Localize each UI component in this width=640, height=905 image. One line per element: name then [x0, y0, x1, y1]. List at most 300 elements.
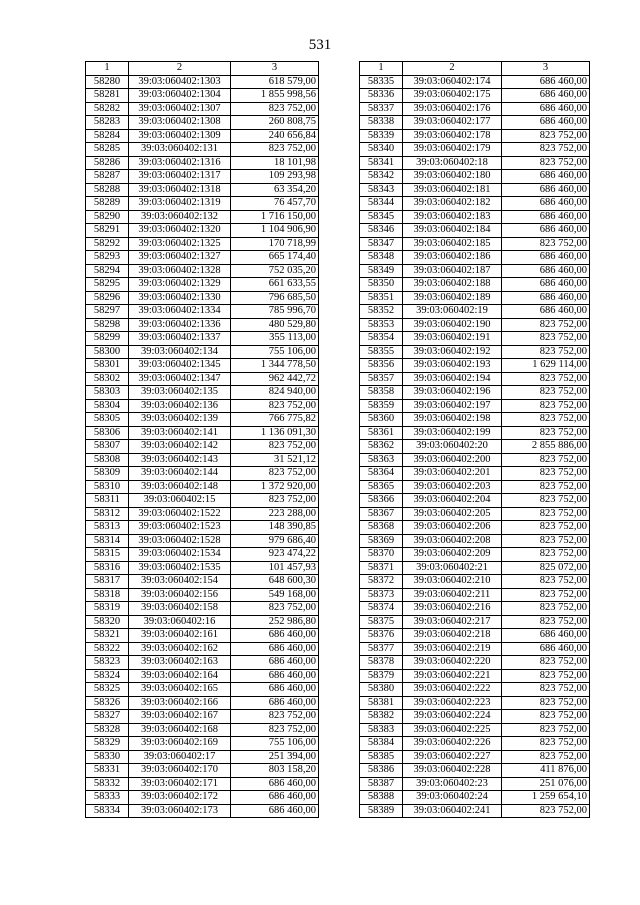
row-number: 58316 — [86, 561, 129, 575]
table-row — [360, 534, 590, 548]
row-number: 58290 — [86, 210, 129, 224]
row-number: 58294 — [86, 264, 129, 278]
table-row — [360, 237, 590, 251]
cadastral-value: 785 996,70 — [231, 305, 319, 319]
cadastral-number: 39:03:060402:227 — [403, 750, 502, 764]
cadastral-value: 686 460,00 — [502, 170, 590, 184]
table-row — [86, 602, 319, 616]
cadastral-value: 686 460,00 — [502, 251, 590, 265]
table-row — [360, 737, 590, 751]
table-row — [86, 764, 319, 778]
table-row — [360, 264, 590, 278]
header-col-3: 3 — [502, 62, 590, 76]
row-number: 58307 — [86, 440, 129, 454]
row-number: 58356 — [360, 359, 403, 373]
cadastral-number: 39:03:060402:141 — [129, 426, 231, 440]
cadastral-value: 148 390,85 — [231, 521, 319, 535]
row-number: 58327 — [86, 710, 129, 724]
table-row — [360, 507, 590, 521]
cadastral-value: 686 460,00 — [502, 89, 590, 103]
left-table-body — [86, 75, 319, 818]
cadastral-value: 1 344 778,50 — [231, 359, 319, 373]
table-row — [360, 251, 590, 265]
table-row — [360, 197, 590, 211]
row-number: 58366 — [360, 494, 403, 508]
row-number: 58353 — [360, 318, 403, 332]
row-number: 58315 — [86, 548, 129, 562]
row-number: 58292 — [86, 237, 129, 251]
cadastral-value: 823 752,00 — [502, 750, 590, 764]
row-number: 58310 — [86, 480, 129, 494]
table-row — [86, 561, 319, 575]
cadastral-number: 39:03:060402:1347 — [129, 372, 231, 386]
cadastral-value: 803 158,20 — [231, 764, 319, 778]
cadastral-number: 39:03:060402:1308 — [129, 116, 231, 130]
cadastral-value: 686 460,00 — [502, 278, 590, 292]
cadastral-value: 1 372 920,00 — [231, 480, 319, 494]
right-table-body — [360, 75, 590, 818]
table-row — [360, 345, 590, 359]
table-row — [86, 737, 319, 751]
cadastral-value: 823 752,00 — [502, 480, 590, 494]
table-row — [86, 278, 319, 292]
row-number: 58314 — [86, 534, 129, 548]
row-number: 58350 — [360, 278, 403, 292]
row-number: 58289 — [86, 197, 129, 211]
row-number: 58380 — [360, 683, 403, 697]
cadastral-number: 39:03:060402:1317 — [129, 170, 231, 184]
cadastral-number: 39:03:060402:1319 — [129, 197, 231, 211]
cadastral-value: 823 752,00 — [231, 399, 319, 413]
table-row — [360, 440, 590, 454]
table-row — [86, 534, 319, 548]
row-number: 58312 — [86, 507, 129, 521]
cadastral-number: 39:03:060402:187 — [403, 264, 502, 278]
cadastral-value: 823 752,00 — [502, 656, 590, 670]
cadastral-number: 39:03:060402:1528 — [129, 534, 231, 548]
row-number: 58345 — [360, 210, 403, 224]
row-number: 58286 — [86, 156, 129, 170]
cadastral-number: 39:03:060402:225 — [403, 723, 502, 737]
row-number: 58287 — [86, 170, 129, 184]
row-number: 58303 — [86, 386, 129, 400]
cadastral-value: 252 986,80 — [231, 615, 319, 629]
cadastral-value: 823 752,00 — [231, 602, 319, 616]
cadastral-number: 39:03:060402:173 — [129, 804, 231, 818]
cadastral-number: 39:03:060402:200 — [403, 453, 502, 467]
table-row — [360, 615, 590, 629]
cadastral-number: 39:03:060402:174 — [403, 75, 502, 89]
row-number: 58368 — [360, 521, 403, 535]
cadastral-value: 661 633,55 — [231, 278, 319, 292]
table-row — [360, 332, 590, 346]
table-row — [86, 575, 319, 589]
cadastral-number: 39:03:060402:143 — [129, 453, 231, 467]
cadastral-value: 823 752,00 — [502, 575, 590, 589]
cadastral-value: 686 460,00 — [502, 642, 590, 656]
row-number: 58376 — [360, 629, 403, 643]
cadastral-number: 39:03:060402:181 — [403, 183, 502, 197]
cadastral-number: 39:03:060402:158 — [129, 602, 231, 616]
cadastral-number: 39:03:060402:183 — [403, 210, 502, 224]
cadastral-number: 39:03:060402:221 — [403, 669, 502, 683]
table-row — [360, 723, 590, 737]
table-row — [86, 426, 319, 440]
row-number: 58359 — [360, 399, 403, 413]
row-number: 58375 — [360, 615, 403, 629]
table-row — [360, 521, 590, 535]
table-row — [86, 291, 319, 305]
cadastral-number: 39:03:060402:167 — [129, 710, 231, 724]
cadastral-value: 686 460,00 — [502, 305, 590, 319]
row-number: 58297 — [86, 305, 129, 319]
cadastral-number: 39:03:060402:178 — [403, 129, 502, 143]
cadastral-number: 39:03:060402:134 — [129, 345, 231, 359]
table-row — [360, 588, 590, 602]
cadastral-number: 39:03:060402:161 — [129, 629, 231, 643]
cadastral-number: 39:03:060402:1345 — [129, 359, 231, 373]
cadastral-number: 39:03:060402:1328 — [129, 264, 231, 278]
cadastral-value: 823 752,00 — [502, 467, 590, 481]
cadastral-value: 686 460,00 — [502, 264, 590, 278]
cadastral-value: 1 855 998,56 — [231, 89, 319, 103]
cadastral-number: 39:03:060402:172 — [129, 791, 231, 805]
cadastral-number: 39:03:060402:169 — [129, 737, 231, 751]
table-row — [86, 399, 319, 413]
cadastral-number: 39:03:060402:1337 — [129, 332, 231, 346]
cadastral-number: 39:03:060402:163 — [129, 656, 231, 670]
row-number: 58319 — [86, 602, 129, 616]
cadastral-number: 39:03:060402:1327 — [129, 251, 231, 265]
cadastral-value: 823 752,00 — [502, 602, 590, 616]
cadastral-number: 39:03:060402:226 — [403, 737, 502, 751]
cadastral-number: 39:03:060402:139 — [129, 413, 231, 427]
cadastral-value: 823 752,00 — [502, 345, 590, 359]
cadastral-value: 823 752,00 — [502, 696, 590, 710]
table-row — [86, 467, 319, 481]
cadastral-number: 39:03:060402:17 — [129, 750, 231, 764]
cadastral-number: 39:03:060402:171 — [129, 777, 231, 791]
table-row — [86, 372, 319, 386]
row-number: 58331 — [86, 764, 129, 778]
table-row — [86, 75, 319, 89]
table-row — [86, 588, 319, 602]
table-row — [360, 143, 590, 157]
cadastral-value: 824 940,00 — [231, 386, 319, 400]
table-row — [86, 413, 319, 427]
row-number: 58288 — [86, 183, 129, 197]
table-row — [360, 480, 590, 494]
cadastral-value: 1 716 150,00 — [231, 210, 319, 224]
cadastral-number: 39:03:060402:1330 — [129, 291, 231, 305]
row-number: 58332 — [86, 777, 129, 791]
table-row — [360, 291, 590, 305]
row-number: 58386 — [360, 764, 403, 778]
cadastral-value: 686 460,00 — [502, 75, 590, 89]
table-row — [86, 696, 319, 710]
cadastral-value: 686 460,00 — [502, 210, 590, 224]
cadastral-number: 39:03:060402:1336 — [129, 318, 231, 332]
cadastral-number: 39:03:060402:135 — [129, 386, 231, 400]
row-number: 58293 — [86, 251, 129, 265]
table-row — [360, 386, 590, 400]
cadastral-number: 39:03:060402:1523 — [129, 521, 231, 535]
table-row — [360, 777, 590, 791]
cadastral-number: 39:03:060402:23 — [403, 777, 502, 791]
table-row — [360, 224, 590, 238]
cadastral-number: 39:03:060402:1329 — [129, 278, 231, 292]
row-number: 58346 — [360, 224, 403, 238]
row-number: 58281 — [86, 89, 129, 103]
cadastral-value: 1 136 091,30 — [231, 426, 319, 440]
row-number: 58385 — [360, 750, 403, 764]
table-row — [86, 723, 319, 737]
cadastral-value: 823 752,00 — [502, 413, 590, 427]
table-row — [86, 224, 319, 238]
header-col-1: 1 — [86, 62, 129, 76]
table-row — [86, 669, 319, 683]
table-row — [360, 359, 590, 373]
row-number: 58335 — [360, 75, 403, 89]
cadastral-number: 39:03:060402:179 — [403, 143, 502, 157]
row-number: 58330 — [86, 750, 129, 764]
cadastral-value: 766 775,82 — [231, 413, 319, 427]
cadastral-number: 39:03:060402:148 — [129, 480, 231, 494]
cadastral-number: 39:03:060402:136 — [129, 399, 231, 413]
cadastral-value: 823 752,00 — [502, 737, 590, 751]
row-number: 58329 — [86, 737, 129, 751]
cadastral-number: 39:03:060402:197 — [403, 399, 502, 413]
cadastral-number: 39:03:060402:211 — [403, 588, 502, 602]
row-number: 58362 — [360, 440, 403, 454]
table-row — [86, 453, 319, 467]
row-number: 58282 — [86, 102, 129, 116]
cadastral-number: 39:03:060402:218 — [403, 629, 502, 643]
table-row — [86, 656, 319, 670]
row-number: 58358 — [360, 386, 403, 400]
table-row — [86, 305, 319, 319]
cadastral-value: 686 460,00 — [231, 642, 319, 656]
header-col-1: 1 — [360, 62, 403, 76]
cadastral-number: 39:03:060402:184 — [403, 224, 502, 238]
cadastral-number: 39:03:060402:164 — [129, 669, 231, 683]
cadastral-number: 39:03:060402:1534 — [129, 548, 231, 562]
cadastral-number: 39:03:060402:1318 — [129, 183, 231, 197]
cadastral-value: 823 752,00 — [231, 102, 319, 116]
cadastral-value: 618 579,00 — [231, 75, 319, 89]
cadastral-number: 39:03:060402:1325 — [129, 237, 231, 251]
cadastral-number: 39:03:060402:18 — [403, 156, 502, 170]
cadastral-value: 755 106,00 — [231, 345, 319, 359]
table-row — [360, 669, 590, 683]
header-col-2: 2 — [129, 62, 231, 76]
row-number: 58300 — [86, 345, 129, 359]
table-row — [86, 264, 319, 278]
row-number: 58382 — [360, 710, 403, 724]
row-number: 58299 — [86, 332, 129, 346]
cadastral-number: 39:03:060402:220 — [403, 656, 502, 670]
cadastral-value: 823 752,00 — [502, 386, 590, 400]
row-number: 58324 — [86, 669, 129, 683]
cadastral-number: 39:03:060402:156 — [129, 588, 231, 602]
cadastral-value: 823 752,00 — [502, 399, 590, 413]
cadastral-value: 923 474,22 — [231, 548, 319, 562]
cadastral-number: 39:03:060402:180 — [403, 170, 502, 184]
right-table-header — [360, 62, 590, 76]
table-row — [360, 561, 590, 575]
cadastral-value: 686 460,00 — [231, 696, 319, 710]
table-row — [360, 129, 590, 143]
table-row — [86, 237, 319, 251]
cadastral-value: 251 394,00 — [231, 750, 319, 764]
table-row — [86, 143, 319, 157]
cadastral-value: 823 752,00 — [502, 521, 590, 535]
cadastral-number: 39:03:060402:177 — [403, 116, 502, 130]
cadastral-value: 1 259 654,10 — [502, 791, 590, 805]
row-number: 58372 — [360, 575, 403, 589]
row-number: 58325 — [86, 683, 129, 697]
row-number: 58328 — [86, 723, 129, 737]
table-row — [86, 548, 319, 562]
cadastral-number: 39:03:060402:182 — [403, 197, 502, 211]
table-row — [86, 683, 319, 697]
cadastral-value: 686 460,00 — [502, 197, 590, 211]
cadastral-value: 823 752,00 — [502, 453, 590, 467]
cadastral-number: 39:03:060402:131 — [129, 143, 231, 157]
table-row — [360, 683, 590, 697]
cadastral-value: 823 752,00 — [502, 548, 590, 562]
row-number: 58323 — [86, 656, 129, 670]
row-number: 58336 — [360, 89, 403, 103]
cadastral-value: 686 460,00 — [231, 669, 319, 683]
left-table-header — [86, 62, 319, 76]
cadastral-value: 823 752,00 — [502, 804, 590, 818]
cadastral-value: 823 752,00 — [502, 507, 590, 521]
row-number: 58357 — [360, 372, 403, 386]
cadastral-value: 2 855 886,00 — [502, 440, 590, 454]
table-row — [86, 440, 319, 454]
cadastral-value: 823 752,00 — [502, 723, 590, 737]
cadastral-number: 39:03:060402:188 — [403, 278, 502, 292]
row-number: 58360 — [360, 413, 403, 427]
cadastral-value: 549 168,00 — [231, 588, 319, 602]
table-row — [86, 710, 319, 724]
table-row — [86, 102, 319, 116]
cadastral-value: 251 076,00 — [502, 777, 590, 791]
row-number: 58285 — [86, 143, 129, 157]
row-number: 58321 — [86, 629, 129, 643]
cadastral-value: 823 752,00 — [502, 426, 590, 440]
row-number: 58355 — [360, 345, 403, 359]
cadastral-number: 39:03:060402:185 — [403, 237, 502, 251]
cadastral-value: 686 460,00 — [502, 629, 590, 643]
table-row — [360, 602, 590, 616]
row-number: 58326 — [86, 696, 129, 710]
table-row — [360, 548, 590, 562]
table-row — [86, 359, 319, 373]
cadastral-value: 823 752,00 — [502, 588, 590, 602]
table-row — [360, 89, 590, 103]
table-row — [86, 318, 319, 332]
cadastral-number: 39:03:060402:204 — [403, 494, 502, 508]
row-number: 58340 — [360, 143, 403, 157]
row-number: 58381 — [360, 696, 403, 710]
table-row — [86, 494, 319, 508]
table-row — [86, 750, 319, 764]
cadastral-number: 39:03:060402:219 — [403, 642, 502, 656]
cadastral-value: 823 752,00 — [231, 723, 319, 737]
table-row — [360, 750, 590, 764]
cadastral-value: 686 460,00 — [231, 804, 319, 818]
table-row — [360, 804, 590, 818]
row-number: 58351 — [360, 291, 403, 305]
cadastral-number: 39:03:060402:217 — [403, 615, 502, 629]
cadastral-number: 39:03:060402:206 — [403, 521, 502, 535]
row-number: 58348 — [360, 251, 403, 265]
row-number: 58377 — [360, 642, 403, 656]
row-number: 58306 — [86, 426, 129, 440]
cadastral-value: 823 752,00 — [502, 683, 590, 697]
cadastral-value: 355 113,00 — [231, 332, 319, 346]
table-row — [360, 183, 590, 197]
cadastral-value: 823 752,00 — [502, 143, 590, 157]
cadastral-value: 823 752,00 — [502, 372, 590, 386]
cadastral-number: 39:03:060402:194 — [403, 372, 502, 386]
table-row — [360, 656, 590, 670]
cadastral-value: 823 752,00 — [502, 710, 590, 724]
row-number: 58338 — [360, 116, 403, 130]
cadastral-number: 39:03:060402:175 — [403, 89, 502, 103]
row-number: 58334 — [86, 804, 129, 818]
table-row — [86, 129, 319, 143]
cadastral-value: 686 460,00 — [231, 656, 319, 670]
table-row — [86, 480, 319, 494]
cadastral-number: 39:03:060402:154 — [129, 575, 231, 589]
cadastral-number: 39:03:060402:1303 — [129, 75, 231, 89]
table-row — [360, 413, 590, 427]
row-number: 58311 — [86, 494, 129, 508]
cadastral-value: 823 752,00 — [231, 710, 319, 724]
row-number: 58374 — [360, 602, 403, 616]
row-number: 58370 — [360, 548, 403, 562]
row-number: 58302 — [86, 372, 129, 386]
row-number: 58295 — [86, 278, 129, 292]
row-number: 58305 — [86, 413, 129, 427]
header-col-3: 3 — [231, 62, 319, 76]
row-number: 58384 — [360, 737, 403, 751]
row-number: 58341 — [360, 156, 403, 170]
table-row — [360, 629, 590, 643]
header-row — [86, 62, 319, 76]
cadastral-value: 480 529,80 — [231, 318, 319, 332]
cadastral-number: 39:03:060402:142 — [129, 440, 231, 454]
row-number: 58301 — [86, 359, 129, 373]
row-number: 58284 — [86, 129, 129, 143]
cadastral-value: 686 460,00 — [231, 777, 319, 791]
cadastral-number: 39:03:060402:132 — [129, 210, 231, 224]
cadastral-value: 796 685,50 — [231, 291, 319, 305]
cadastral-value: 240 656,84 — [231, 129, 319, 143]
table-row — [360, 116, 590, 130]
cadastral-number: 39:03:060402:196 — [403, 386, 502, 400]
row-number: 58363 — [360, 453, 403, 467]
cadastral-value: 76 457,70 — [231, 197, 319, 211]
table-row — [360, 210, 590, 224]
row-number: 58343 — [360, 183, 403, 197]
table-row — [86, 197, 319, 211]
table-row — [86, 116, 319, 130]
table-row — [86, 156, 319, 170]
